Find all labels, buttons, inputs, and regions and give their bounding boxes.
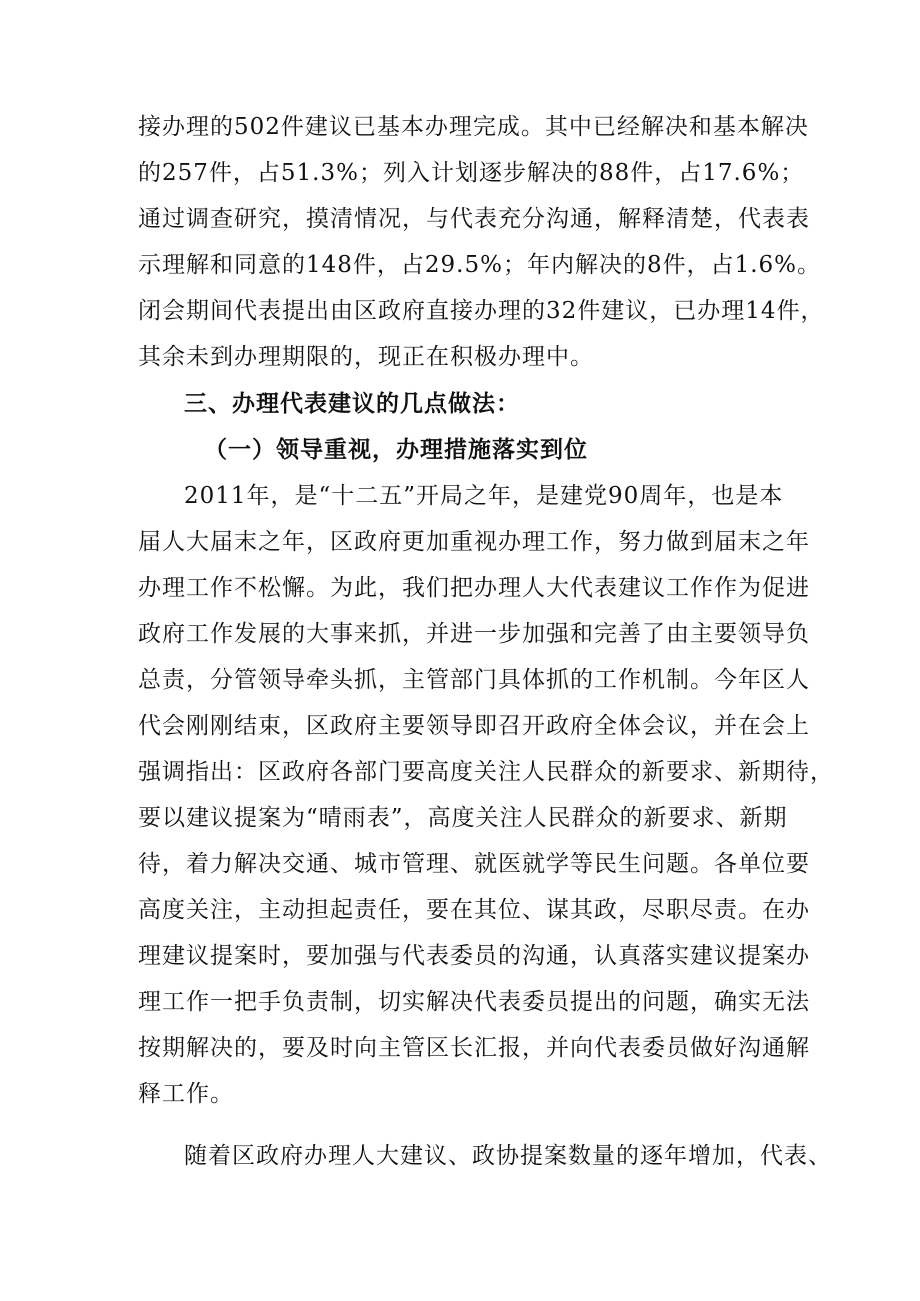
- paragraph-line: 待，着力解决交通、城市管理、就医就学等民生问题。各单位要: [138, 851, 810, 877]
- paragraph-line: 理建议提案时，要加强与代表委员的沟通，认真落实建议提案办: [138, 943, 810, 969]
- paragraph-line: 闭会期间代表提出由区政府直接办理的32件建议，已办理14件，: [138, 298, 825, 324]
- paragraph-line: 高度关注，主动担起责任，要在其位、谋其政，尽职尽责。在办: [138, 897, 810, 923]
- paragraph-line: 释工作。: [138, 1081, 234, 1107]
- paragraph-line: 强调指出：区政府各部门要高度关注人民群众的新要求、新期待，: [138, 759, 834, 785]
- paragraph-line: 总责，分管领导牵头抓，主管部门具体抓的工作机制。今年区人: [138, 667, 810, 693]
- paragraph-line: 政府工作发展的大事来抓，并进一步加强和完善了由主要领导负: [138, 621, 810, 647]
- paragraph-line: 按期解决的，要及时向主管区长汇报，并向代表委员做好沟通解: [138, 1035, 810, 1061]
- paragraph-line: 随着区政府办理人大建议、政协提案数量的逐年增加，代表、: [184, 1143, 832, 1169]
- paragraph-line: 代会刚刚结束，区政府主要领导即召开政府全体会议，并在会上: [138, 713, 810, 739]
- paragraph-line: 接办理的502件建议已基本办理完成。其中已经解决和基本解决: [138, 114, 809, 140]
- paragraph-line: 办理工作不松懈。为此，我们把办理人大代表建议工作作为促进: [138, 575, 810, 601]
- paragraph-line: 其余未到办理期限的，现正在积极办理中。: [138, 344, 594, 370]
- subsection-heading: （一）领导重视，办理措施落实到位: [204, 437, 588, 463]
- paragraph-line: 通过调查研究，摸清情况，与代表充分沟通，解释清楚，代表表: [138, 206, 810, 232]
- paragraph-line: 要以建议提案为“晴雨表”，高度关注人民群众的新要求、新期: [138, 805, 788, 831]
- paragraph-line: 示理解和同意的148件，占29.5%；年内解决的8件，占1.6%。: [138, 252, 822, 278]
- paragraph-line: 的257件，占51.3%；列入计划逐步解决的88件，占17.6%；: [138, 160, 805, 186]
- section-heading: 三、办理代表建议的几点做法：: [184, 391, 520, 417]
- paragraph-line: 2011年，是“十二五”开局之年，是建党90周年，也是本: [184, 483, 784, 509]
- paragraph-line: 理工作一把手负责制，切实解决代表委员提出的问题，确实无法: [138, 989, 810, 1015]
- paragraph-line: 届人大届末之年，区政府更加重视办理工作，努力做到届末之年: [138, 529, 810, 555]
